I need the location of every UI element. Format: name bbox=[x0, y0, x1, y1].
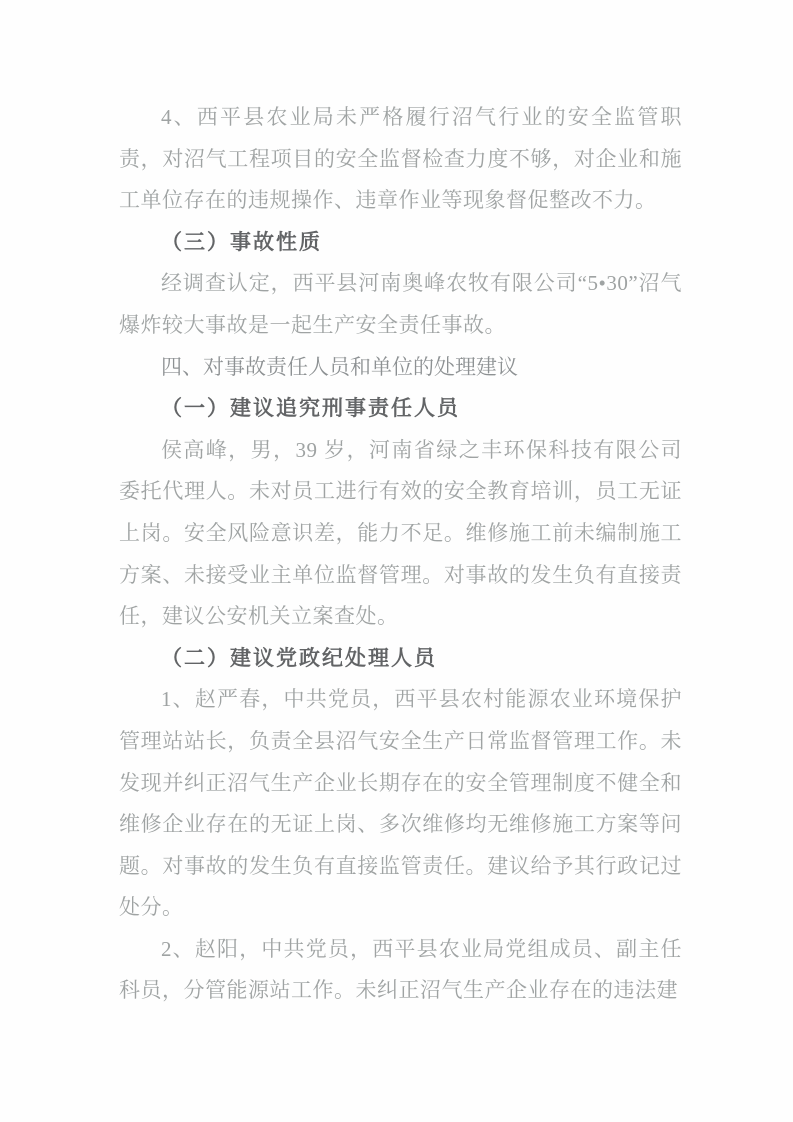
heading-party-discipline-persons: （二）建议党政纪处理人员 bbox=[161, 645, 437, 670]
paragraph-supervision-failure: 4、西平县农业局未严格履行沼气行业的安全监管职责，对沼气工程项目的安全监督检查力度不够，对企业和施工单位存在的违规操作、违章作业等现象督促整改不力。 bbox=[119, 105, 682, 213]
paragraph-hou-gaofeng: 侯高峰，男，39 岁，河南省绿之丰环保科技有限公司委托代理人。未对员工进行有效的安全教育培训，员工无证上岗。安全风险意识差，能力不足。维修施工前未编制施工方案、未接受业主单位监督管理。对事故的发生负有直接责任，建议公安机关立案查处。 bbox=[119, 437, 682, 629]
document-body bbox=[119, 97, 682, 1012]
heading-accident-nature: （三）事故性质 bbox=[161, 229, 322, 254]
paragraph-accident-determination: 经调查认定，西平县河南奥峰农牧有限公司“5•30”沼气爆炸较大事故是一起生产安全责任事故。 bbox=[119, 271, 682, 337]
heading-section-four-handling-recommendations: 四、对事故责任人员和单位的处理建议 bbox=[161, 355, 518, 379]
paragraph-zhao-yanchun: 1、赵严春，中共党员，西平县农村能源农业环境保护管理站站长，负责全县沼气安全生产日常监督管理工作。未发现并纠正沼气生产企业长期存在的安全管理制度不健全和维修企业存在的无证上岗、多次维修均无维修施工方案等问题。对事故的发生负有直接监管责任。建议给予其行政记过处分。 bbox=[119, 687, 682, 920]
heading-criminal-responsibility-persons: （一）建议追究刑事责任人员 bbox=[161, 396, 460, 421]
paragraph-zhao-yang: 2、赵阳，中共党员，西平县农业局党组成员、副主任科员，分管能源站工作。未纠正沼气生产企业存在的违法建 bbox=[119, 936, 682, 1003]
